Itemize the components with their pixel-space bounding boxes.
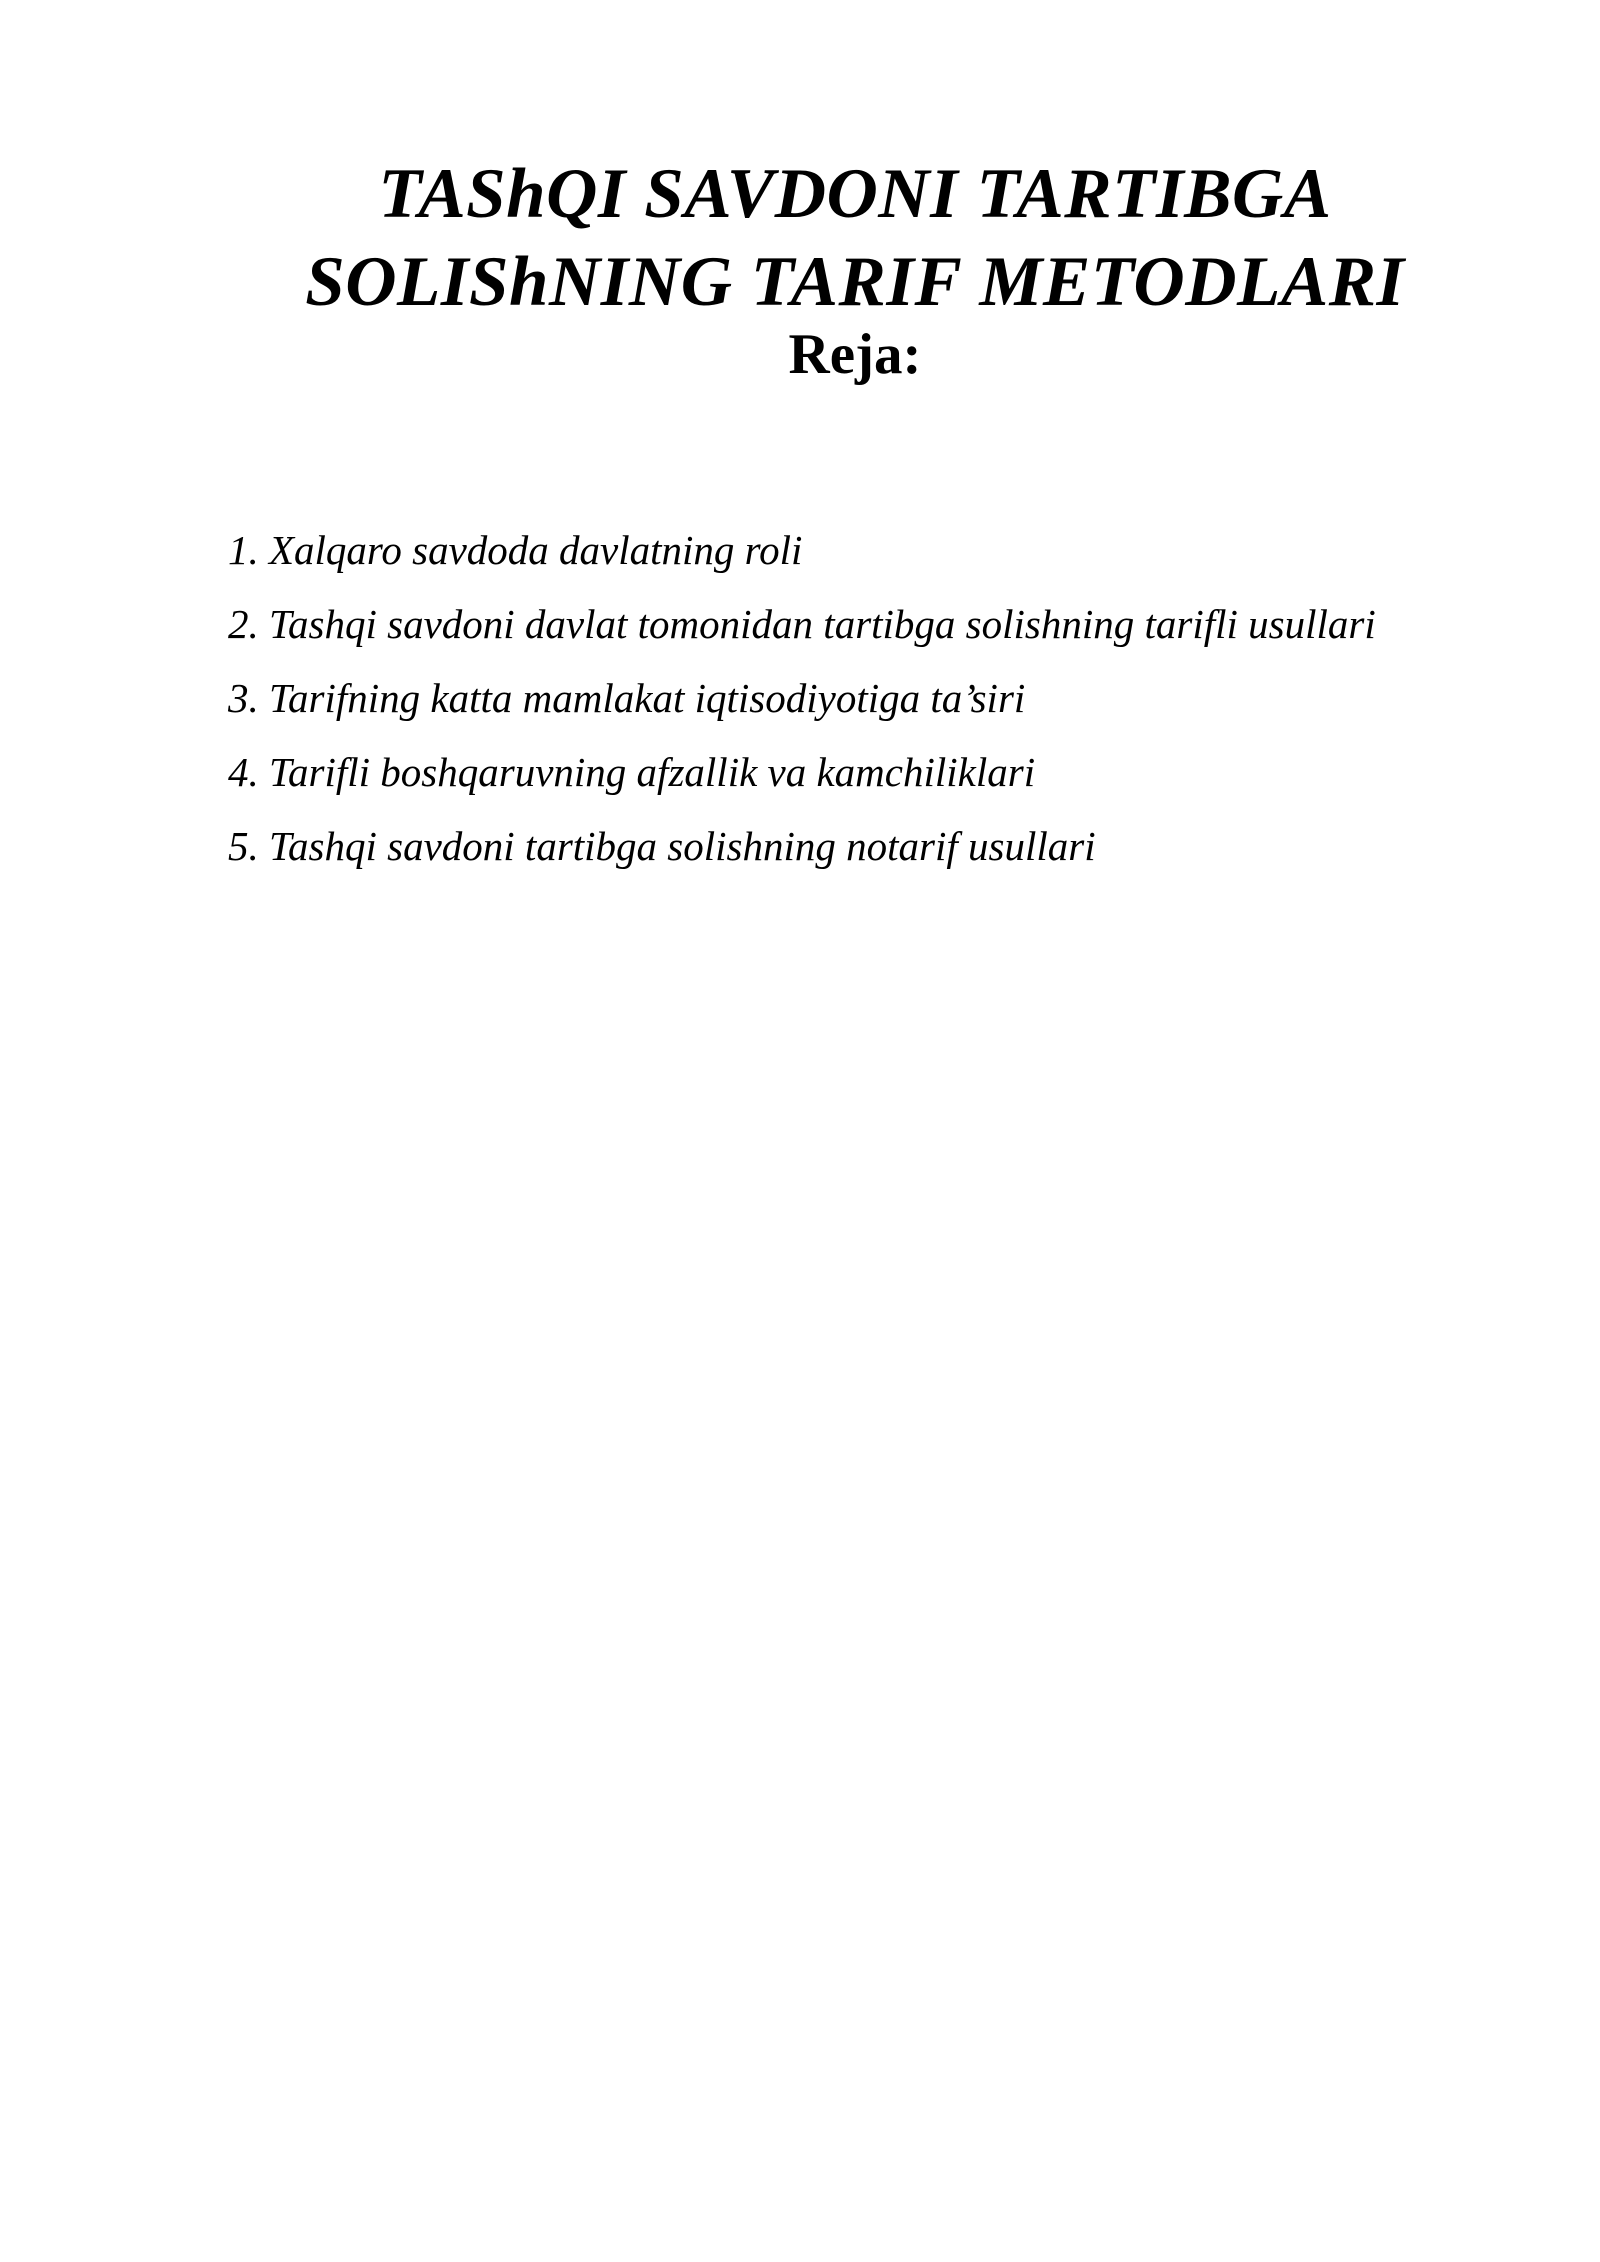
plan-item-5: 5. Tashqi savdoni tartibga solishning notarif usullari <box>228 823 1096 869</box>
plan-item-3: 3. Tarifning katta mamlakat iqtisodiyotiga ta’siri <box>228 675 1026 721</box>
plan-item-1: 1. Xalqaro savdoda davlatning roli <box>228 527 803 573</box>
plan-item-4: 4. Tarifli boshqaruvning afzallik va kamchiliklari <box>228 749 1036 795</box>
document-title-line-2: SOLIShNING TARIF METODLARI <box>305 243 1405 321</box>
title-block <box>0 150 1600 390</box>
document-title-line-1: TAShQI SAVDONI TARTIBGA <box>378 155 1332 233</box>
plan-heading: Reja: <box>788 323 922 386</box>
plan-list <box>228 526 1376 896</box>
plan-item-2: 2. Tashqi savdoni davlat tomonidan tartibga solishning tarifli usullari <box>228 601 1376 647</box>
